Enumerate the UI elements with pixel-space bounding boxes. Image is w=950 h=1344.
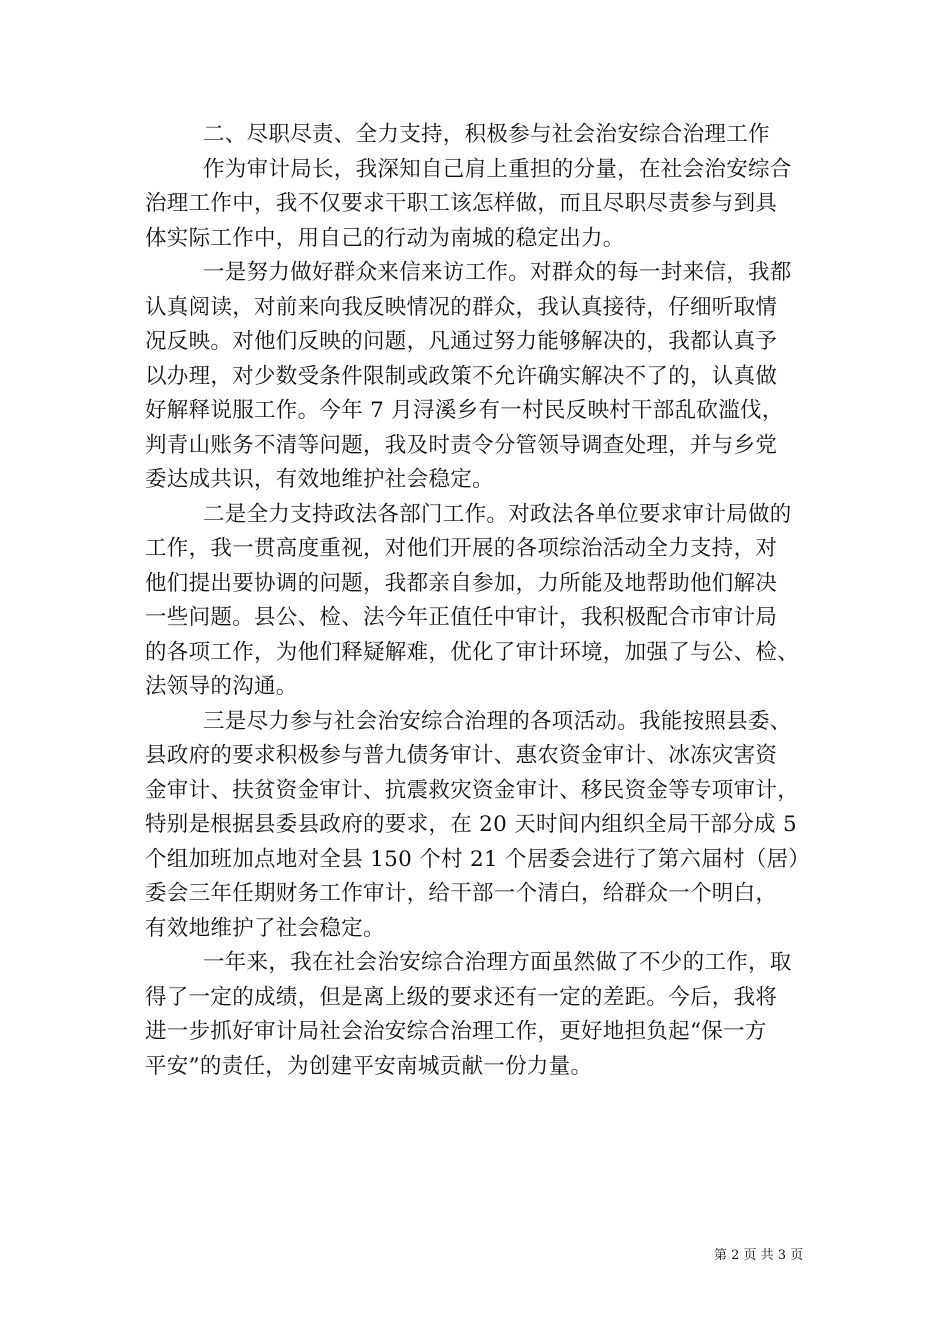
paragraph-line: 一是努力做好群众来信来访工作。对群众的每一封来信，我都	[203, 260, 792, 285]
section-heading: 二、尽职尽责、全力支持，积极参与社会治安综合治理工作	[203, 122, 770, 147]
paragraph-line: 作为审计局长，我深知自己肩上重担的分量，在社会治安综合	[203, 156, 792, 182]
paragraph-line: 判青山账务不清等问题，我及时责令分管领导调查处理，并与乡党	[145, 432, 778, 458]
paragraph-line: 体实际工作中，用自己的行动为南城的稳定出力。	[145, 225, 625, 251]
paragraph-line: 他们提出要协调的问题，我都亲自参加，力所能及地帮助他们解决	[145, 570, 778, 596]
paragraph-line: 平安”的责任，为创建平安南城贡献一份力量。	[145, 1053, 593, 1079]
paragraph-line: 个组加班加点地对全县 150 个村 21 个居委会进行了第六届村（居）	[145, 846, 811, 872]
document-body	[145, 118, 827, 1084]
paragraph-line: 工作，我一贯高度重视，对他们开展的各项综治活动全力支持，对	[145, 536, 778, 561]
paragraph-line: 认真阅读，对前来向我反映情况的群众，我认真接待，仔细听取情	[145, 294, 778, 320]
paragraph-line: 法领导的沟通。	[145, 674, 298, 699]
paragraph-line: 得了一定的成绩，但是离上级的要求还有一定的差距。今后，我将	[145, 984, 778, 1010]
paragraph-line: 有效地维护了社会稳定。	[145, 915, 385, 941]
paragraph-line: 好解释说服工作。今年 7 月浔溪乡有一村民反映村干部乱砍滥伐，	[145, 398, 784, 423]
paragraph-line: 委达成共识，有效地维护社会稳定。	[145, 467, 494, 492]
paragraph-line: 委会三年任期财务工作审计，给干部一个清白，给群众一个明白，	[145, 881, 778, 906]
paragraph-line: 金审计、扶贫资金审计、抗震救灾资金审计、移民资金等专项审计，	[145, 777, 800, 803]
paragraph-line: 况反映。对他们反映的问题，凡通过努力能够解决的，我都认真予	[145, 329, 778, 354]
paragraph-line: 治理工作中，我不仅要求干职工该怎样做，而且尽职尽责参与到具	[145, 191, 778, 216]
paragraph-line: 特别是根据县委县政府的要求，在 20 天时间内组织全局干部分成 5	[145, 812, 797, 837]
paragraph-line: 一年来，我在社会治安综合治理方面虽然做了不少的工作，取	[203, 950, 792, 975]
paragraph-line: 二是全力支持政法各部门工作。对政法各单位要求审计局做的	[203, 501, 792, 527]
paragraph-line: 以办理，对少数受条件限制或政策不允许确实解决不了的，认真做	[145, 363, 778, 389]
paragraph-line: 三是尽力参与社会治安综合治理的各项活动。我能按照县委、	[203, 708, 792, 734]
paragraph-line: 进一步抓好审计局社会治安综合治理工作，更好地担负起“保一方	[145, 1019, 767, 1044]
paragraph-line: 的各项工作，为他们释疑解难，优化了审计环境，加强了与公、检、	[145, 639, 800, 665]
page-number: 第 2 页 共 3 页	[714, 1248, 804, 1263]
paragraph-line: 一些问题。县公、检、法今年正值任中审计，我积极配合市审计局	[145, 605, 778, 630]
paragraph-line: 县政府的要求积极参与普九债务审计、惠农资金审计、冰冻灾害资	[145, 743, 778, 768]
